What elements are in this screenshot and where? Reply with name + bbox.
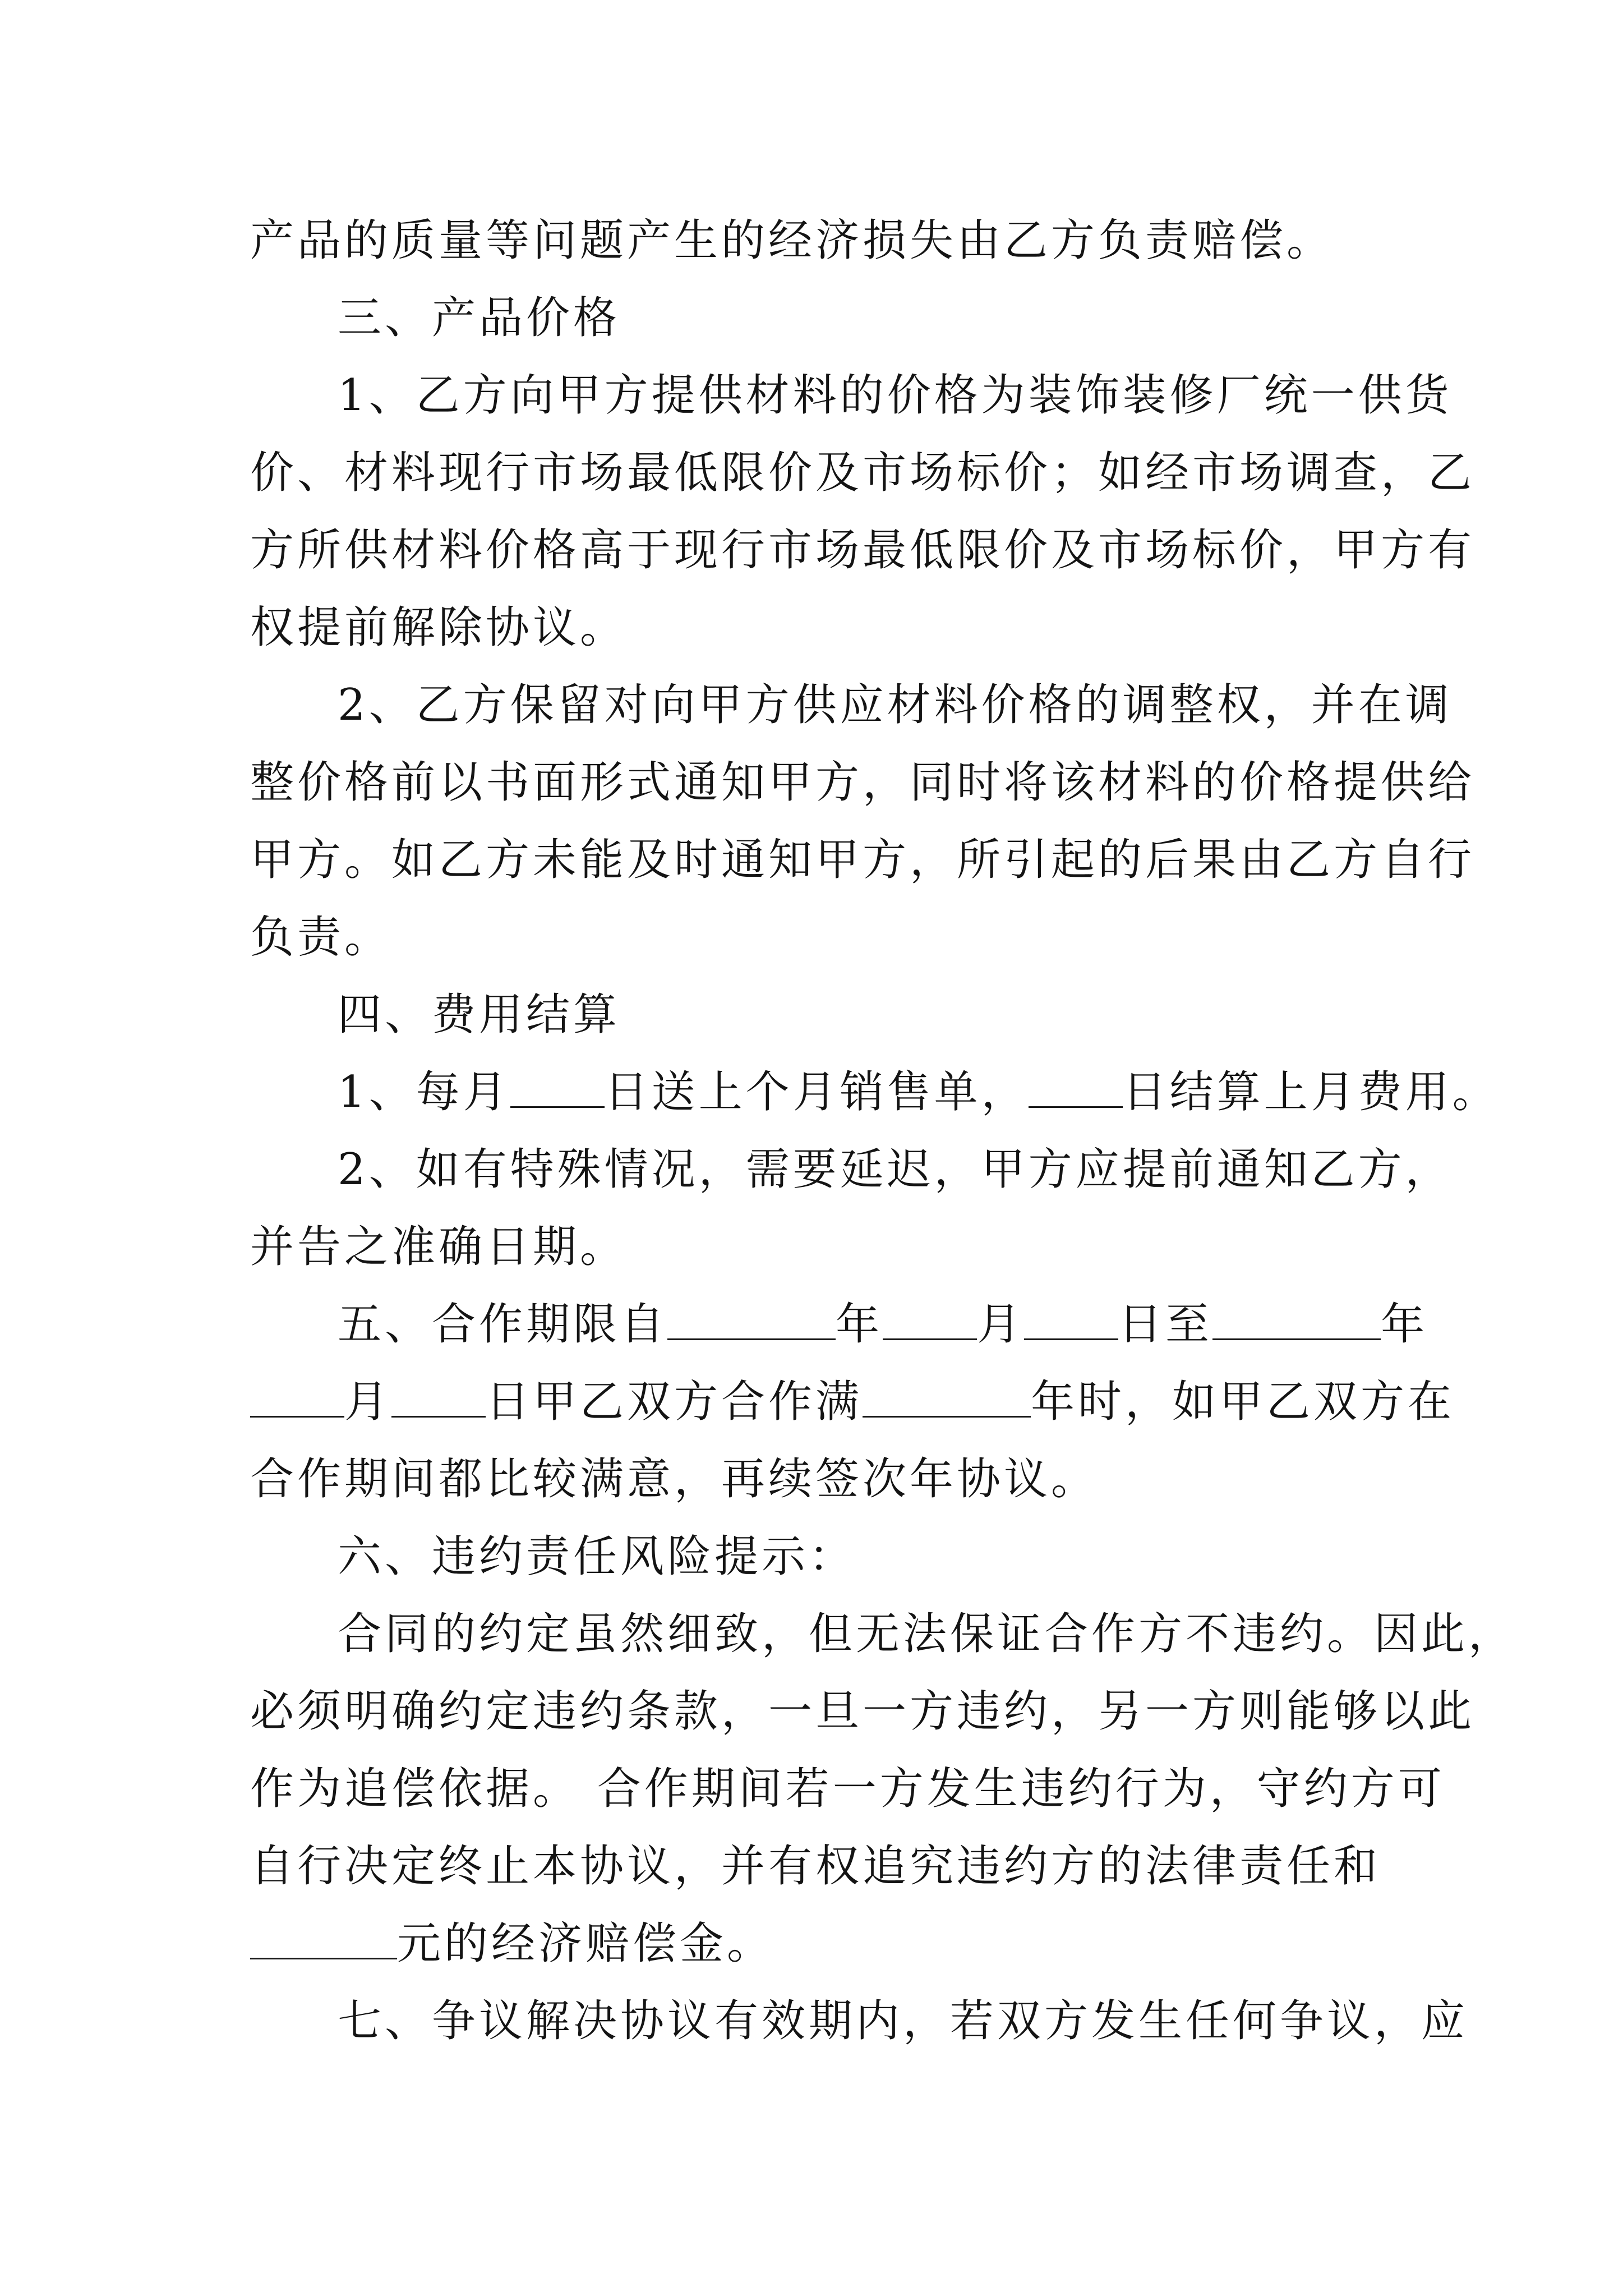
fill-in-blank xyxy=(667,1299,836,1340)
text-segment: 年 xyxy=(836,1299,883,1350)
paragraph-line: 甲方。如乙方未能及时通知甲方，所引起的后果由乙方自行 xyxy=(250,835,1476,885)
paragraph-line: 2、乙方保留对向甲方供应材料价格的调整权，并在调 xyxy=(338,680,1453,730)
text-segment: 五、合作期限自 xyxy=(338,1299,668,1350)
section-heading-settlement: 四、费用结算 xyxy=(338,990,621,1040)
section-heading-price: 三、产品价格 xyxy=(338,293,621,343)
fill-in-blank xyxy=(510,1066,605,1107)
text-segment: 日甲乙双方合作满 xyxy=(486,1377,863,1427)
fill-in-blank xyxy=(1029,1066,1123,1107)
paragraph-line: 并告之准确日期。 xyxy=(250,1222,628,1272)
text-segment: 年 xyxy=(1381,1299,1428,1350)
paragraph-line: 负责。 xyxy=(250,912,392,963)
fill-in-blank xyxy=(863,1376,1031,1417)
term-clause-line xyxy=(250,1363,1455,1441)
text-segment: 日至 xyxy=(1118,1299,1213,1350)
paragraph-line: 2、如有特殊情况，需要延迟，甲方应提前通知乙方， xyxy=(338,1144,1453,1195)
text-segment: 日送上个月销售单， xyxy=(604,1067,1029,1117)
settlement-clause-line xyxy=(250,1053,1500,1131)
document-body xyxy=(250,202,1516,2060)
section-heading-breach: 六、违约责任风险提示： xyxy=(338,1531,856,1582)
paragraph-line: 必须明确约定违约条款，一旦一方违约，另一方则能够以此 xyxy=(250,1686,1476,1737)
paragraph-line: 价、材料现行市场最低限价及市场标价；如经市场调查，乙 xyxy=(250,448,1476,498)
fill-in-blank xyxy=(391,1376,486,1417)
term-clause-line xyxy=(250,1286,1428,1363)
fill-in-blank xyxy=(1212,1299,1381,1340)
text-segment: 日结算上月费用。 xyxy=(1122,1067,1500,1117)
text-segment: 1、每月 xyxy=(338,1067,510,1117)
paragraph-line: 合同的约定虽然细致，但无法保证合作方不违约。因此， xyxy=(338,1609,1516,1659)
text-segment: 年时，如甲乙双方在 xyxy=(1031,1377,1455,1427)
fill-in-blank xyxy=(883,1299,977,1340)
paragraph-line: 自行决定终止本协议，并有权追究违约方的法律责任和 xyxy=(250,1841,1381,1892)
paragraph-line: 作为追偿依据。 合作期间若一方发生违约行为，守约方可 xyxy=(250,1764,1445,1814)
penalty-clause-line xyxy=(250,1905,1383,1982)
paragraph-line: 方所供材料价格高于现行市场最低限价及市场标价，甲方有 xyxy=(250,525,1476,576)
paragraph-line: 整价格前以书面形式通知甲方，同时将该材料的价格提供给 xyxy=(250,757,1476,808)
fill-in-blank xyxy=(250,1376,344,1417)
text-segment: 元的经济赔偿金。 xyxy=(397,1918,774,1969)
fill-in-blank xyxy=(250,1918,397,1959)
text-segment: 月 xyxy=(977,1299,1025,1350)
paragraph-line: 权提前解除协议。 xyxy=(250,602,628,653)
fill-in-blank xyxy=(1024,1299,1118,1340)
paragraph-line: 产品的质量等问题产生的经济损失由乙方负责赔偿。 xyxy=(250,215,1334,266)
paragraph-line: 1、乙方向甲方提供材料的价格为装饰装修厂统一供货 xyxy=(338,370,1453,421)
section-heading-dispute: 七、争议解决协议有效期内，若双方发生任何争议，应 xyxy=(338,1996,1469,2046)
text-segment: 月 xyxy=(344,1377,392,1427)
paragraph-line: 合作期间都比较满意，再续签次年协议。 xyxy=(250,1454,1099,1504)
